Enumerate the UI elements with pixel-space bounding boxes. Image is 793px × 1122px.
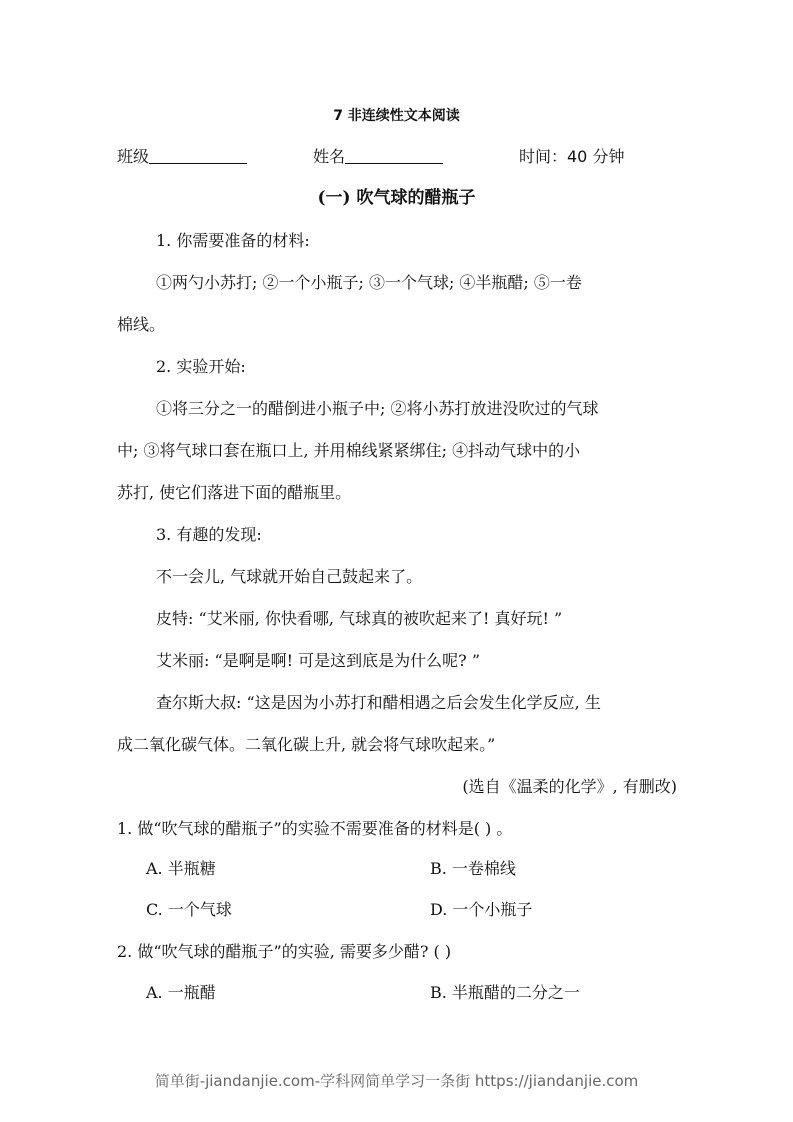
dialogue-uncle: 成二氧化碳气体。二氧化碳上升, 就会将气球吹起来。” bbox=[117, 735, 496, 754]
question-stem: 1. 做“吹气球的醋瓶子”的实验不需要准备的材料是( ) 。 bbox=[117, 819, 513, 838]
finding-text: 不一会儿, 气球就开始自己鼓起来了。 bbox=[156, 567, 423, 586]
class-field bbox=[117, 146, 247, 168]
materials-heading: 1. 你需要准备的材料: bbox=[156, 231, 310, 250]
section-title: (一) 吹气球的醋瓶子 bbox=[317, 188, 476, 208]
option-c[interactable]: C. 一个气球 bbox=[146, 900, 232, 919]
dialogue-pete: 皮特: “艾米丽, 你快看哪, 气球真的被吹起来了! 真好玩! ” bbox=[156, 609, 563, 628]
dialogue-emily: 艾米丽: “是啊是啊! 可是这到底是为什么呢? ” bbox=[156, 651, 481, 670]
option-b[interactable]: B. 一卷棉线 bbox=[430, 859, 516, 878]
dialogue-uncle: 查尔斯大叔: “这是因为小苏打和醋相遇之后会发生化学反应, 生 bbox=[156, 693, 601, 712]
steps-line: 中; ③将气球口套在瓶口上, 并用棉线紧紧绑住; ④抖动气球中的小 bbox=[117, 441, 581, 460]
steps-line: 苏打, 使它们落进下面的醋瓶里。 bbox=[117, 483, 352, 502]
steps-line: ①将三分之一的醋倒进小瓶子中; ②将小苏打放进没吹过的气球 bbox=[156, 399, 599, 418]
option-a[interactable]: A. 半瓶糖 bbox=[146, 859, 216, 878]
name-label: 姓名 bbox=[313, 147, 346, 166]
footer-text: 简单街-jiandanjie.com-学科网简单学习一条街 https://jiandanjie.com bbox=[154, 1072, 639, 1090]
option-b[interactable]: B. 半瓶醋的二分之一 bbox=[430, 983, 580, 1002]
name-blank bbox=[345, 147, 443, 164]
class-blank bbox=[149, 147, 247, 164]
page-title: 7 非连续性文本阅读 bbox=[333, 108, 460, 124]
start-heading: 2. 实验开始: bbox=[156, 357, 246, 376]
materials-line: ①两勺小苏打; ②一个小瓶子; ③一个气球; ④半瓶醋; ⑤一卷 bbox=[156, 273, 582, 292]
name-field bbox=[313, 146, 443, 168]
time-label: 时间：40 分钟 bbox=[519, 147, 625, 166]
option-d[interactable]: D. 一个小瓶子 bbox=[430, 900, 533, 919]
finding-heading: 3. 有趣的发现: bbox=[156, 525, 262, 544]
question-stem: 2. 做“吹气球的醋瓶子”的实验, 需要多少醋? ( ) bbox=[117, 942, 452, 961]
source-note: (选自《温柔的化学》, 有删改) bbox=[462, 777, 677, 796]
option-a[interactable]: A. 一瓶醋 bbox=[146, 983, 216, 1002]
class-label: 班级 bbox=[117, 147, 150, 166]
materials-line: 棉线。 bbox=[117, 315, 166, 334]
